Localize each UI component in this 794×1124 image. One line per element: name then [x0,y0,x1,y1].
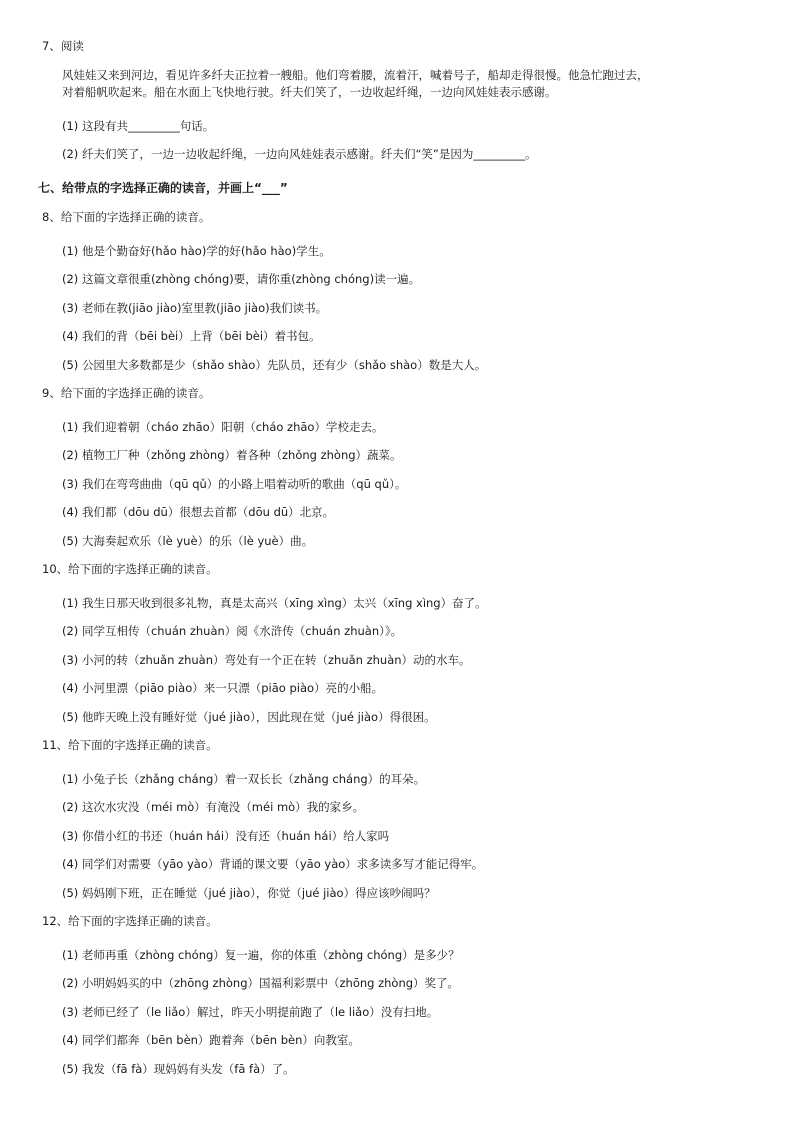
question-11-item-5: (5) 妈妈刚下班，正在睡觉（jué jiào），你觉（jué jiào）得应该吵闹吗？ [62,886,436,900]
question-10-item-3: (3) 小河的转（zhuǎn zhuàn）弯处有一个正在转（zhuǎn zhuàn）动的水车。 [62,653,471,667]
question-9-title: 9、给下面的字选择正确的读音。 [42,386,211,400]
question-10-item-2: (2) 同学互相传（chuán zhuàn）阅《水浒传（chuán zhuàn）》。 [62,624,403,638]
question-10-item-5: (5) 他昨天晚上没有睡好觉（jué jiào），因此现在觉（jué jiào）得很困。 [62,710,436,724]
question-10-item-4: (4) 小河里漂（piāo piào）来一只漂（piāo piào）亮的小船。 [62,681,384,695]
question-9-item-4: (4) 我们都（dōu dū）很想去首都（dōu dū）北京。 [62,505,335,519]
question-7-item-2: (2) 纤夫们笑了，一边一边收起纤绳，一边向风娃娃表示感谢。纤夫们“笑”是因为_________。 [62,147,537,161]
passage-line-1: 风娃娃又来到河边，看见许多纤夫正拉着一艘船。他们弯着腰，流着汗，喊着号子，船却走得很慢。他急忙跑过去， [62,68,649,82]
question-10-title: 10、给下面的字选择正确的读音。 [42,562,218,576]
question-9-item-3: (3) 我们在弯弯曲曲（qū qǔ）的小路上唱着动听的歌曲（qū qǔ）。 [62,477,407,491]
question-11-item-4: (4) 同学们对需要（yāo yào）背诵的课文要（yāo yào）求多读多写才能记得牢。 [62,857,484,871]
question-11-item-2: (2) 这次水灾没（méi mò）有淹没（méi mò）我的家乡。 [62,800,365,814]
question-8-item-1: (1) 他是个勤奋好(hǎo hào)学的好(hǎo hào)学生。 [62,244,331,258]
question-12-item-3: (3) 老师已经了（le liǎo）解过，昨天小明提前跑了（le liǎo）没有扫地。 [62,1005,439,1019]
question-8-item-3: (3) 老师在教(jiāo jiào)室里教(jiāo jiào)我们读书。 [62,301,328,315]
question-12-title: 12、给下面的字选择正确的读音。 [42,914,218,928]
question-8-item-4: (4) 我们的背（bēi bèi）上背（bēi bèi）着书包。 [62,329,321,343]
question-11-item-1: (1) 小兔子长（zhǎng cháng）着一双长长（zhǎng cháng）的耳朵。 [62,772,426,786]
question-7-title: 7、阅读 [42,39,84,53]
passage-line-2: 对着船帆吹起来。船在水面上飞快地行驶。纤夫们笑了，一边收起纤绳，一边向风娃娃表示感谢。 [62,85,557,99]
question-12-item-5: (5) 我发（fā fà）现妈妈有头发（fā fà）了。 [62,1062,295,1076]
question-10-item-1: (1) 我生日那天收到很多礼物，真是太高兴（xīng xìng）太兴（xīng xìng）奋了。 [62,596,487,610]
question-11-item-3: (3) 你借小红的书还（huán hái）没有还（huán hái）给人家吗 [62,829,390,843]
question-8-title: 8、给下面的字选择正确的读音。 [42,210,211,224]
question-7-item-1: (1) 这段有共_________句话。 [62,119,215,133]
question-8-item-2: (2) 这篇文章很重(zhòng chóng)要，请你重(zhòng chóng)读一遍。 [62,272,421,286]
question-12-item-1: (1) 老师再重（zhòng chóng）复一遍，你的体重（zhòng chóng）是多少？ [62,948,460,962]
question-12-item-2: (2) 小明妈妈买的中（zhōng zhòng）国福利彩票中（zhōng zhòng）奖了。 [62,976,460,990]
question-11-title: 11、给下面的字选择正确的读音。 [42,738,218,752]
question-9-item-5: (5) 大海奏起欢乐（lè yuè）的乐（lè yuè）曲。 [62,534,314,548]
question-8-item-5: (5) 公园里大多数都是少（shǎo shào）先队员，还有少（shǎo shào）数是大人。 [62,358,487,372]
question-12-item-4: (4) 同学们都奔（bēn bèn）跑着奔（bēn bèn）向教室。 [62,1033,360,1047]
question-9-item-1: (1) 我们迎着朝（cháo zhāo）阳朝（cháo zhāo）学校走去。 [62,420,384,434]
section-7-heading: 七、给带点的字选择正确的读音，并画上“___” [38,181,288,195]
question-9-item-2: (2) 植物工厂种（zhǒng zhòng）着各种（zhǒng zhòng）蔬菜。 [62,448,402,462]
